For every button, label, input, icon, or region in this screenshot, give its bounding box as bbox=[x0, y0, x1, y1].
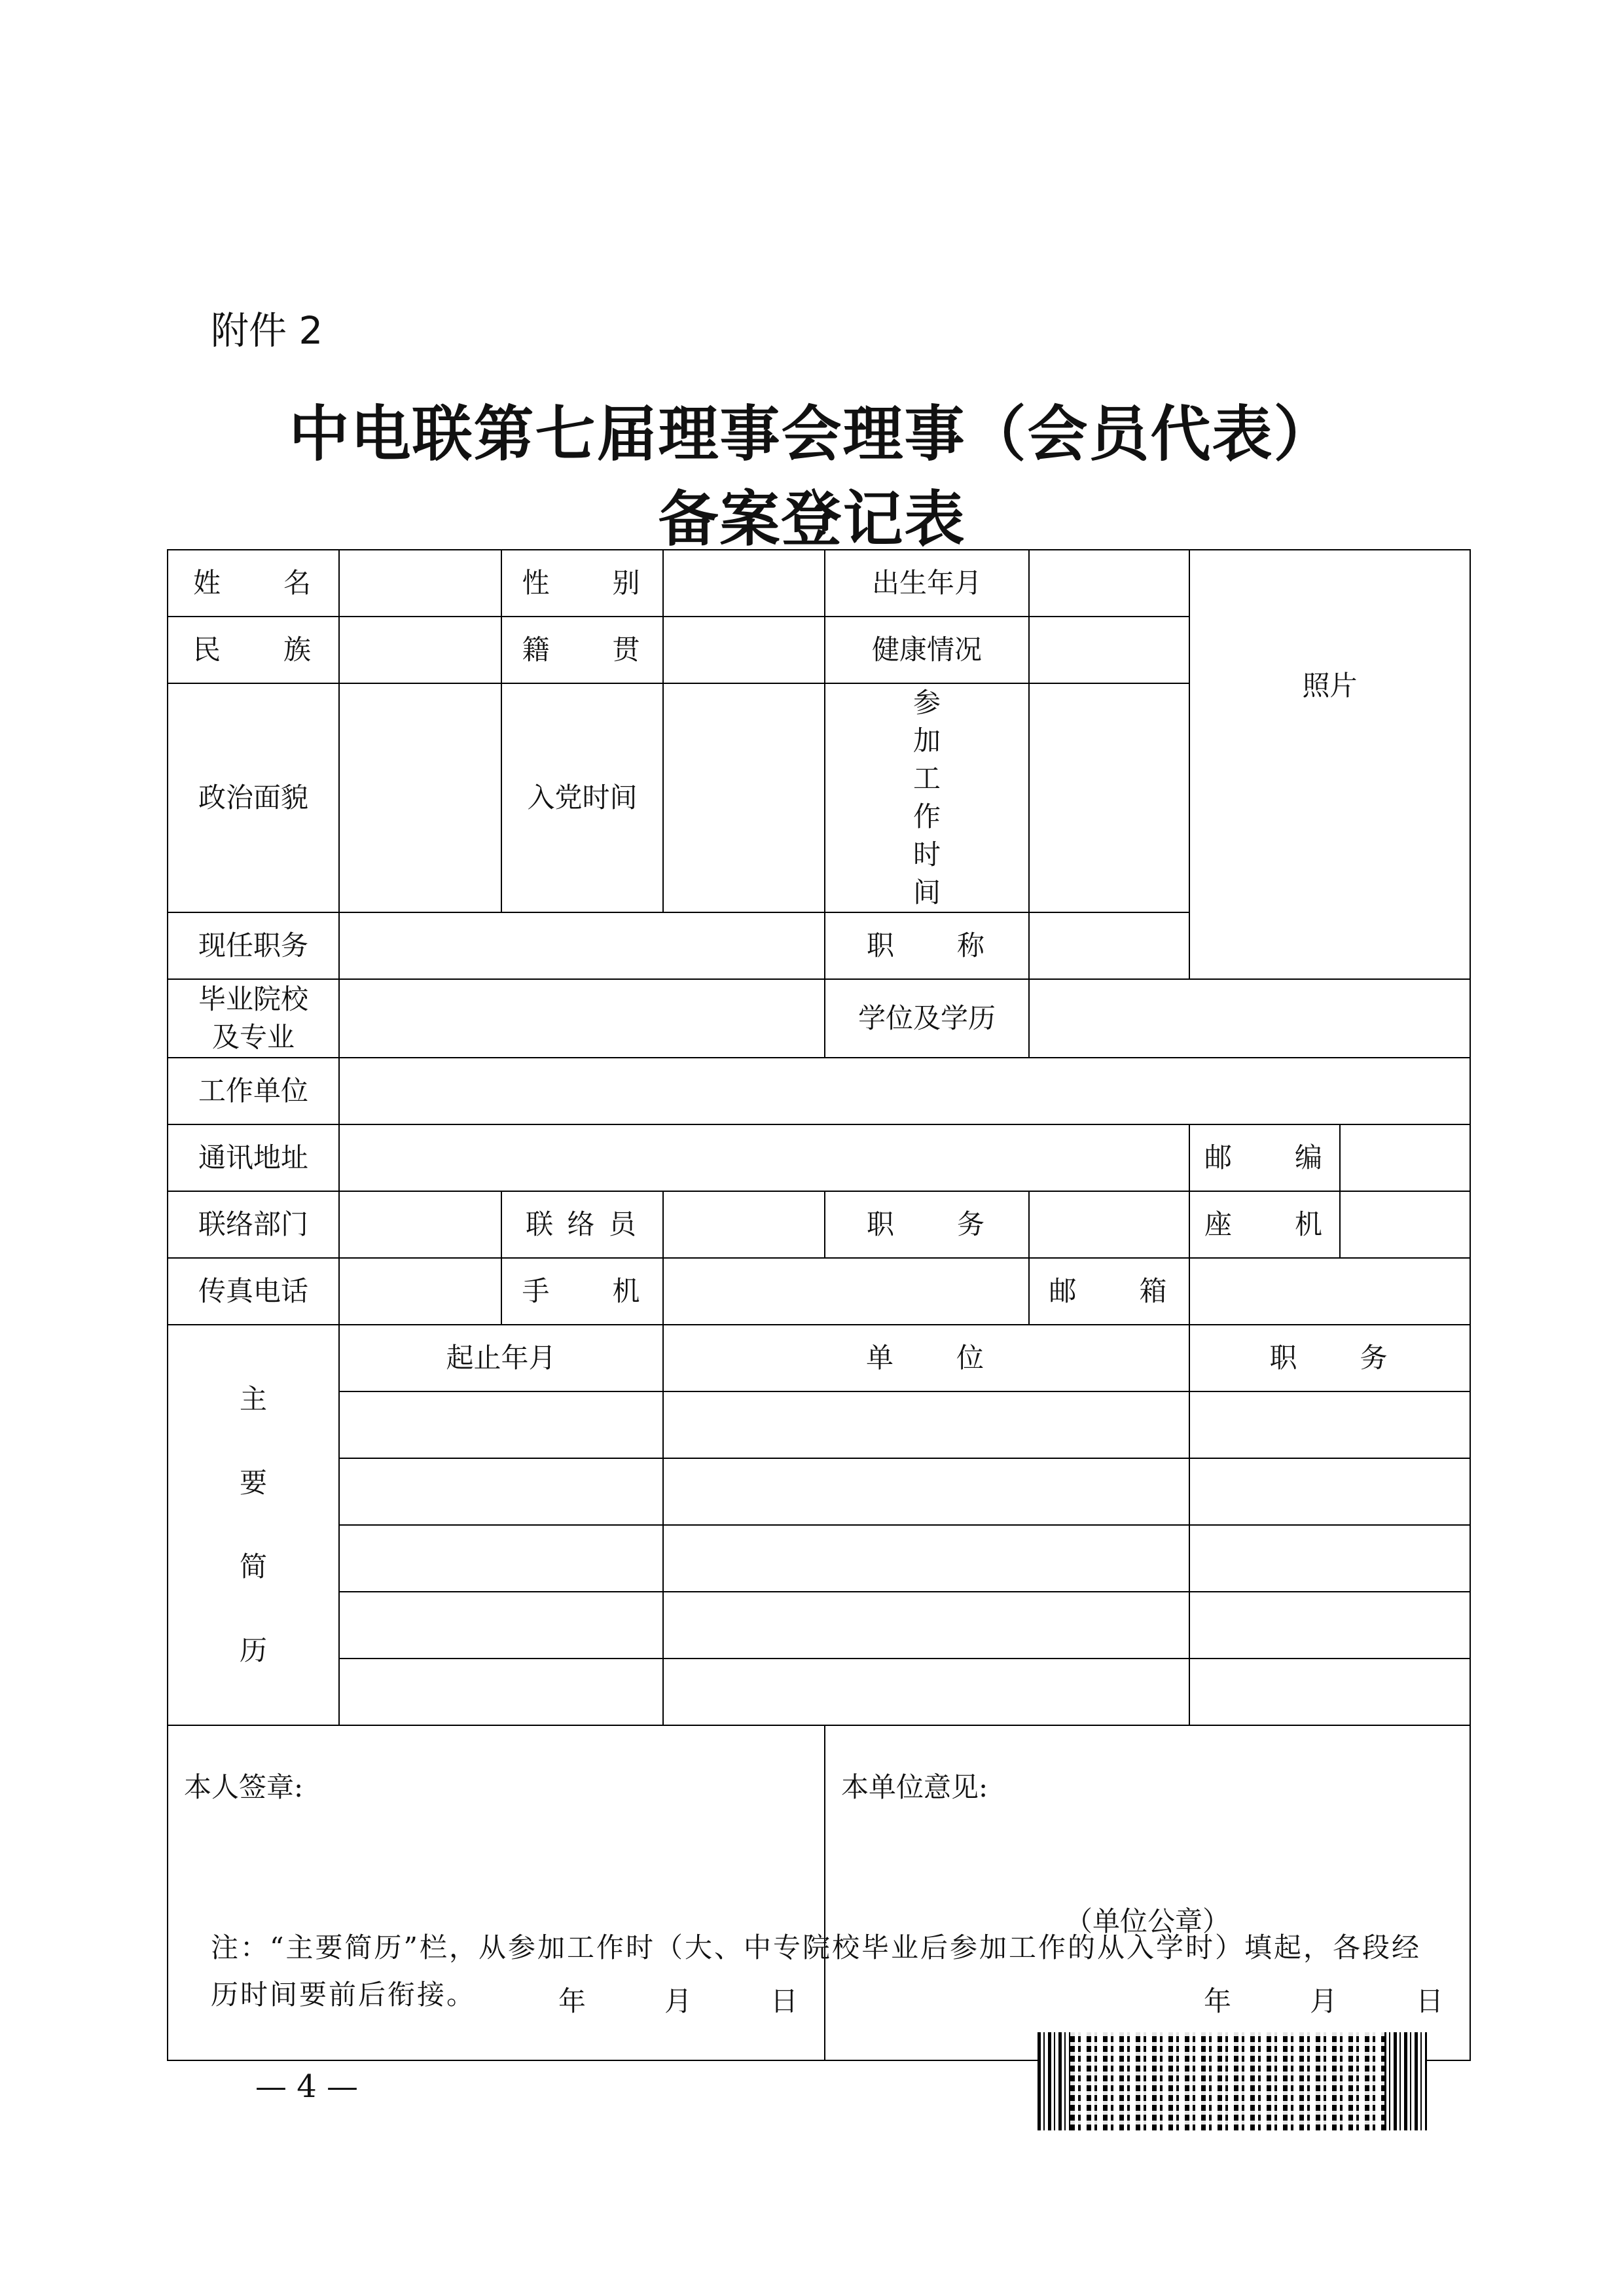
date-month: 月 bbox=[1310, 1985, 1338, 2017]
document-subtitle: 备案登记表 bbox=[658, 484, 966, 554]
barcode-icon bbox=[1038, 2032, 1427, 2130]
label-mobile: 手 机 bbox=[501, 1258, 663, 1325]
label-political-status: 政治面貌 bbox=[168, 683, 339, 912]
attachment-label: 附件 2 bbox=[211, 308, 323, 353]
resume-duty-cell[interactable] bbox=[1189, 1458, 1470, 1525]
unit-seal: （单位公章） bbox=[1065, 1905, 1231, 1937]
label-liaison: 联 络 员 bbox=[501, 1191, 663, 1258]
resume-unit-cell[interactable] bbox=[663, 1659, 1189, 1725]
resume-period-cell[interactable] bbox=[339, 1659, 663, 1725]
label-fax: 传真电话 bbox=[168, 1258, 339, 1325]
field-work-unit[interactable] bbox=[339, 1058, 1470, 1124]
label-postcode: 邮 编 bbox=[1189, 1124, 1340, 1191]
form-note: 注：“主要简历”栏，从参加工作时（大、中专院校毕业后参加工作的从入学时）填起，各段经历时间要前后衔接。 bbox=[211, 1931, 1421, 2011]
field-landline[interactable] bbox=[1340, 1191, 1470, 1258]
field-fax[interactable] bbox=[339, 1258, 501, 1325]
date-month: 月 bbox=[664, 1985, 692, 2017]
label-native-place: 籍 贯 bbox=[501, 617, 663, 683]
date-year: 年 bbox=[1203, 1985, 1231, 2017]
resume-header-duty: 职 务 bbox=[1189, 1325, 1470, 1391]
resume-unit-cell[interactable] bbox=[663, 1391, 1189, 1458]
field-mobile[interactable] bbox=[663, 1258, 1029, 1325]
field-current-position[interactable] bbox=[339, 912, 825, 979]
label-address: 通讯地址 bbox=[168, 1124, 339, 1191]
label-resume bbox=[168, 1325, 339, 1725]
resume-period-cell[interactable] bbox=[339, 1391, 663, 1458]
label-email: 邮 箱 bbox=[1029, 1258, 1189, 1325]
label-title: 职 称 bbox=[825, 912, 1029, 979]
field-birth[interactable] bbox=[1029, 550, 1189, 617]
resume-duty-cell[interactable] bbox=[1189, 1592, 1470, 1659]
resume-row bbox=[168, 1391, 1470, 1458]
field-gender[interactable] bbox=[663, 550, 825, 617]
resume-period-cell[interactable] bbox=[339, 1592, 663, 1659]
resume-unit-cell[interactable] bbox=[663, 1525, 1189, 1592]
resume-char: 主 bbox=[239, 1383, 267, 1415]
resume-unit-cell[interactable] bbox=[663, 1458, 1189, 1525]
signature-label: 本人签章: bbox=[184, 1771, 304, 1803]
resume-row bbox=[168, 1525, 1470, 1592]
label-name: 姓 名 bbox=[168, 550, 339, 617]
field-ethnicity[interactable] bbox=[339, 617, 501, 683]
resume-duty-cell[interactable] bbox=[1189, 1659, 1470, 1725]
registration-form bbox=[167, 549, 1471, 2061]
resume-header-period: 起止年月 bbox=[339, 1325, 663, 1391]
field-work-start-time[interactable] bbox=[1029, 683, 1189, 912]
label-gender: 性 别 bbox=[501, 550, 663, 617]
field-email[interactable] bbox=[1189, 1258, 1470, 1325]
resume-char: 简 bbox=[239, 1551, 267, 1583]
resume-row bbox=[168, 1659, 1470, 1725]
label-work-unit: 工作单位 bbox=[168, 1058, 339, 1124]
date-day: 日 bbox=[1416, 1985, 1444, 2017]
label-landline: 座 机 bbox=[1189, 1191, 1340, 1258]
page-number: — 4 — bbox=[255, 2068, 359, 2105]
resume-header-unit: 单 位 bbox=[663, 1325, 1189, 1391]
resume-duty-cell[interactable] bbox=[1189, 1391, 1470, 1458]
label-contact-dept: 联络部门 bbox=[168, 1191, 339, 1258]
label-party-join-time: 入党时间 bbox=[501, 683, 663, 912]
resume-unit-cell[interactable] bbox=[663, 1592, 1189, 1659]
photo-box[interactable]: 照片 bbox=[1189, 550, 1470, 979]
resume-row bbox=[168, 1592, 1470, 1659]
field-name[interactable] bbox=[339, 550, 501, 617]
label-duty: 职 务 bbox=[825, 1191, 1029, 1258]
label-birth: 出生年月 bbox=[825, 550, 1029, 617]
field-postcode[interactable] bbox=[1340, 1124, 1470, 1191]
resume-duty-cell[interactable] bbox=[1189, 1525, 1470, 1592]
unit-opinion-label: 本单位意见: bbox=[841, 1771, 988, 1803]
barcode-pattern bbox=[1070, 2032, 1384, 2130]
field-native-place[interactable] bbox=[663, 617, 825, 683]
field-contact-dept[interactable] bbox=[339, 1191, 501, 1258]
resume-row bbox=[168, 1458, 1470, 1525]
date-year: 年 bbox=[558, 1985, 586, 2017]
date-day: 日 bbox=[770, 1985, 798, 2017]
label-current-position: 现任职务 bbox=[168, 912, 339, 979]
label-degree: 学位及学历 bbox=[825, 979, 1029, 1058]
document-title: 中电联第七届理事会理事（会员代表） bbox=[289, 399, 1335, 469]
resume-period-cell[interactable] bbox=[339, 1525, 663, 1592]
label-work-start-time: 参加工作时间 bbox=[825, 683, 1029, 912]
resume-char: 要 bbox=[239, 1467, 267, 1499]
resume-period-cell[interactable] bbox=[339, 1458, 663, 1525]
field-health[interactable] bbox=[1029, 617, 1189, 683]
field-title[interactable] bbox=[1029, 912, 1189, 979]
resume-char: 历 bbox=[239, 1634, 267, 1666]
label-health: 健康情况 bbox=[825, 617, 1029, 683]
label-ethnicity: 民 族 bbox=[168, 617, 339, 683]
field-degree[interactable] bbox=[1029, 979, 1470, 1058]
field-party-join-time[interactable] bbox=[663, 683, 825, 912]
field-duty[interactable] bbox=[1029, 1191, 1189, 1258]
field-address[interactable] bbox=[339, 1124, 1189, 1191]
field-political-status[interactable] bbox=[339, 683, 501, 912]
field-school-major[interactable] bbox=[339, 979, 825, 1058]
label-school-major: 毕业院校及专业 bbox=[168, 979, 339, 1058]
field-liaison[interactable] bbox=[663, 1191, 825, 1258]
